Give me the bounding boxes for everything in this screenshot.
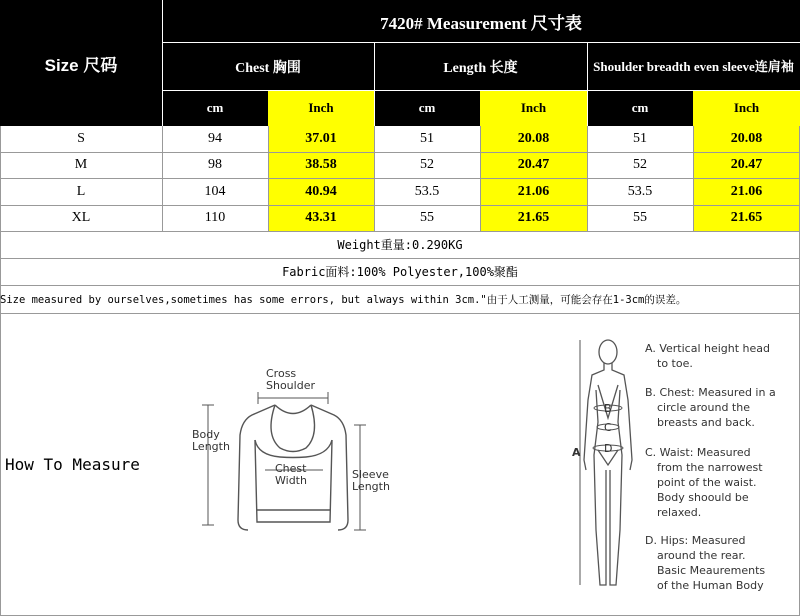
chest-cm-cell: 98 [208,157,222,172]
shoulder-cm-cell: 53.5 [627,183,653,199]
note-a-2: to toe. [657,357,693,370]
measurement-note: Size measured by ourselves,sometimes has some errors, but always within 3cm."由于人工测量，可能会存在1-3cm的误差。 [0,293,687,306]
length-inch-cell: 20.47 [480,152,587,178]
note-d-1: D. Hips: Measured [645,534,746,547]
label-c: C [604,421,612,434]
table-title: 7420# Measurement 尺寸表 [162,0,800,43]
chest-inch-cell: 38.58 [268,152,374,178]
chest-cm-cell: 94 [208,131,222,146]
cross-shoulder-label-2: Shoulder [266,379,315,392]
label-a: A [572,446,581,459]
sweater-diagram [180,360,410,560]
shoulder-cm-cell: 55 [633,210,647,225]
how-to-measure-label: How To Measure [5,455,140,474]
note-c-2: from the narrowest [657,461,763,474]
shoulder-inch-cell: 21.06 [693,178,800,205]
shoulder-inch-cell: 20.08 [693,126,800,152]
fabric-info: Fabric面料:100% Polyester,100%聚酯 [282,265,518,279]
chest-inch-cell: 43.31 [268,205,374,231]
length-inch-header: Inch [480,90,587,126]
size-cell: S [77,131,85,146]
length-inch-cell: 21.06 [480,178,587,205]
length-group-header: Length 长度 [374,43,587,90]
note-a-1: A. Vertical height head [645,342,771,355]
shoulder-inch-cell: 21.65 [693,205,800,231]
note-d-2: around the rear. [657,549,746,562]
length-cm-cell: 55 [420,210,434,225]
note-c-5: relaxed. [657,506,702,519]
shoulder-inch-header: Inch [693,90,800,126]
chest-cm-cell: 104 [204,183,226,199]
note-c-3: point of the waist. [657,476,757,489]
length-cm-header: cm [374,90,480,126]
size-cell: XL [71,210,91,225]
cross-shoulder-label-1: Cross [266,367,297,380]
size-header: Size 尺码 [0,0,162,126]
length-inch-cell: 21.65 [480,205,587,231]
label-d: D [604,442,613,455]
size-cell: L [76,183,86,199]
chest-inch-cell: 37.01 [268,126,374,152]
note-b-2: circle around the [657,401,750,414]
note-c-1: C. Waist: Measured [645,446,751,459]
chest-width-label-1: Chest [275,462,307,475]
body-length-label-2: Length [192,440,230,453]
note-b-1: B. Chest: Measured in a [645,386,776,399]
weight-info: Weight重量:0.290KG [337,238,463,252]
chest-group-header: Chest 胸围 [162,43,374,90]
chest-width-label-2: Width [275,474,307,487]
chest-inch-header: Inch [268,90,374,126]
shoulder-inch-cell: 20.47 [693,152,800,178]
length-cm-cell: 52 [420,157,434,172]
note-c-4: Body shoould be [657,491,749,504]
chest-cm-cell: 110 [204,210,226,225]
body-length-label-1: Body [192,428,220,441]
sleeve-length-label-2: Length [352,480,390,493]
shoulder-cm-cell: 52 [633,157,647,172]
shoulder-group-header: Shoulder breadth even sleeve连肩袖 [587,43,800,90]
label-b: B [604,402,612,415]
sleeve-length-label-1: Sleeve [352,468,389,481]
size-cell: M [74,157,88,172]
note-d-3: Basic Meaurements [657,564,766,577]
body-figure-diagram [560,330,795,600]
length-cm-cell: 53.5 [414,183,440,199]
note-b-3: breasts and back. [657,416,755,429]
shoulder-cm-cell: 51 [633,131,647,146]
chest-inch-cell: 40.94 [268,178,374,205]
shoulder-cm-header: cm [587,90,693,126]
chest-cm-header: cm [162,90,268,126]
length-inch-cell: 20.08 [480,126,587,152]
note-d-4: of the Human Body [657,579,764,592]
length-cm-cell: 51 [420,131,434,146]
